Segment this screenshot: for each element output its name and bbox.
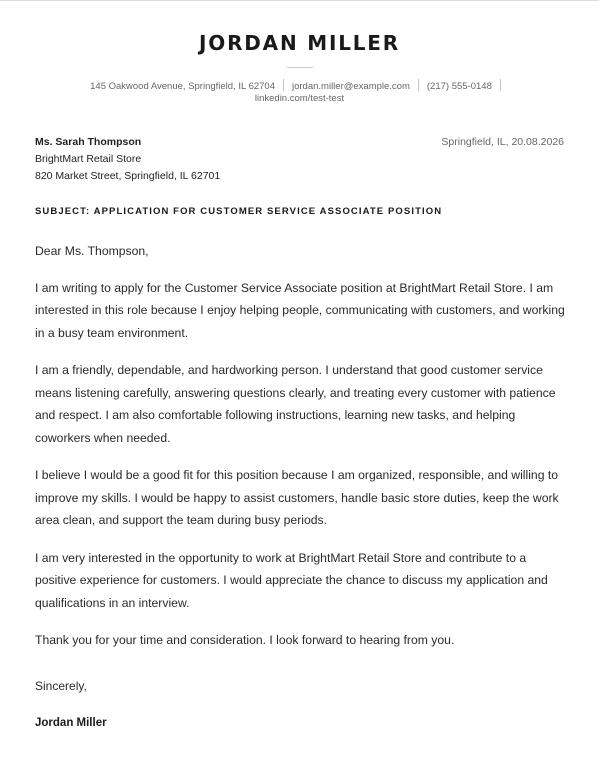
applicant-name: JORDAN MILLER	[199, 31, 400, 55]
body-paragraph: Thank you for your time and consideration. I look forward to hearing from you.	[35, 633, 455, 647]
subject-line: SUBJECT: APPLICATION FOR CUSTOMER SERVICE ASSOCIATE POSITION	[35, 206, 443, 217]
contact-linkedin-row	[0, 93, 599, 104]
letter-body	[35, 240, 567, 667]
recipient-address: 820 Market Street, Springfield, IL 62701	[35, 170, 221, 182]
recipient-company: BrightMart Retail Store	[35, 153, 142, 165]
contact-address: 145 Oakwood Avenue, Springfield, IL 62704	[90, 81, 275, 92]
body-paragraph: I am very interested in the opportunity to work at BrightMart Retail Store and contribute to a positive experience for customers. I would appreciate the chance to discuss my application and qualifications in an interview.	[35, 550, 548, 610]
recipient-block	[35, 134, 220, 185]
header-divider	[287, 67, 313, 68]
body-paragraph: I am writing to apply for the Customer Service Associate position at BrightMart Retail Store. I am interested in this role because I enjoy helping people, communicating with customers, and working in a busy team environment.	[35, 280, 565, 340]
contact-separator	[418, 79, 419, 91]
contact-linkedin[interactable]: linkedin.com/test-test	[254, 93, 345, 104]
closing: Sincerely,	[35, 679, 87, 693]
body-paragraph: I believe I would be a good fit for this position because I am organized, responsible, and willing to improve my skills. I would be happy to assist customers, handle basic store duties, keep the work area clean, and support the team during busy periods.	[35, 468, 559, 527]
place-date: Springfield, IL, 20.08.2026	[441, 136, 564, 148]
recipient-name: Ms. Sarah Thompson	[35, 136, 142, 148]
contact-email[interactable]: jordan.miller@example.com	[292, 81, 410, 92]
signature-name: Jordan Miller	[35, 717, 107, 729]
body-paragraph: I am a friendly, dependable, and hardworking person. I understand that good customer service means listening carefully, answering questions clearly, and treating every customer with patience and respect. I am also comfortable following instructions, learning new tasks, and helping coworkers when needed.	[35, 363, 556, 445]
contact-info	[0, 79, 599, 93]
greeting: Dear Ms. Thompson,	[35, 244, 149, 258]
contact-phone: (217) 555-0148	[426, 81, 492, 92]
contact-separator	[283, 79, 284, 91]
contact-separator	[500, 79, 501, 91]
